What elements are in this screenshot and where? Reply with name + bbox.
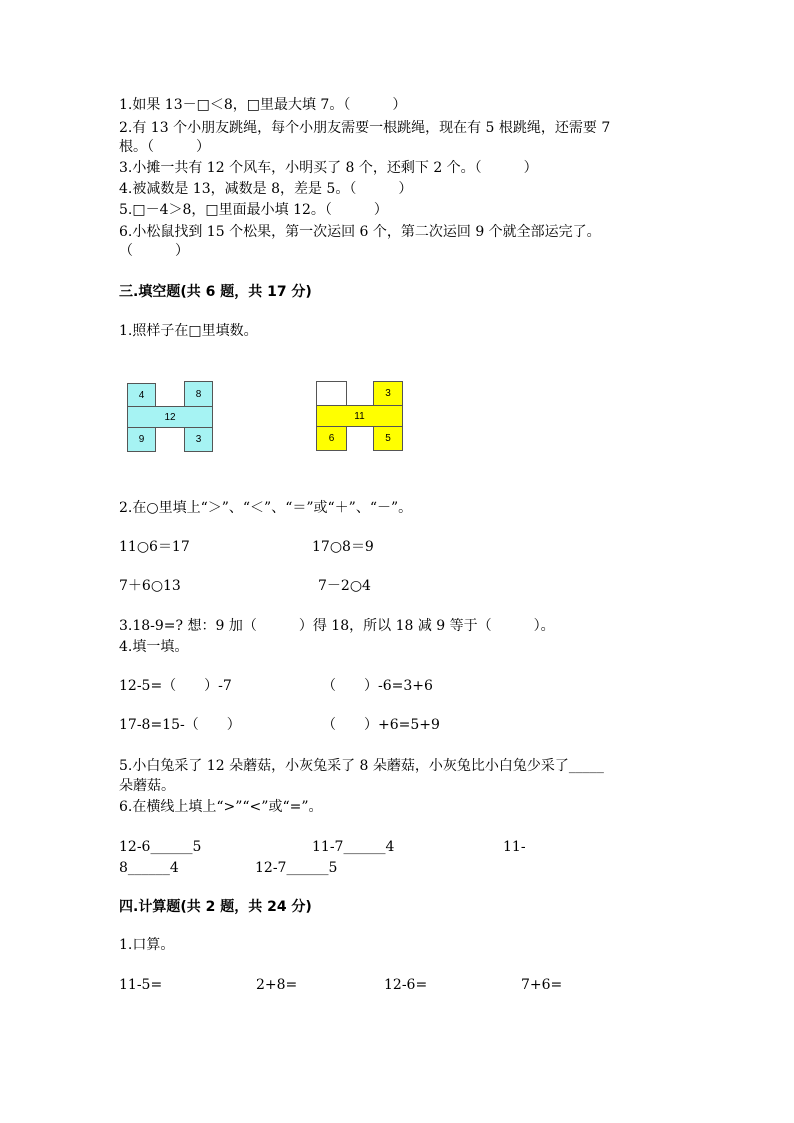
fill-q6: 6.在横线上填上“>”“<”或“=”。	[119, 799, 323, 815]
q6-item-4: 12-7______5	[255, 860, 338, 876]
box-bottom-left: 6	[316, 426, 347, 451]
fill-q5-cont: 朵蘑菇。	[119, 778, 175, 794]
judge-item-2-cont: 根。（ ）	[119, 139, 210, 155]
calc-q1: 1.口算。	[119, 937, 175, 953]
answer-box-top-left[interactable]	[316, 381, 347, 406]
q2-item-2: 17○8＝9	[312, 539, 374, 555]
q4-item-2: （ ）-6=3+6	[322, 678, 433, 694]
box-top-left: 4	[127, 383, 156, 407]
section-3-title: 三.填空题(共 6 题，共 17 分)	[119, 284, 312, 300]
calc-item-3: 12-6=	[384, 977, 428, 993]
box-top-right: 8	[184, 381, 213, 407]
fill-q3: 3.18-9=? 想：9 加（ ）得 18，所以 18 减 9 等于（ ）。	[119, 618, 555, 634]
fill-q4: 4.填一填。	[119, 639, 189, 655]
box-middle: 12	[127, 406, 213, 428]
box-middle: 11	[316, 405, 403, 427]
box-top-right: 3	[373, 381, 403, 406]
judge-item-2: 2.有 13 个小朋友跳绳，每个小朋友需要一根跳绳，现在有 5 根跳绳，还需要 7	[119, 120, 611, 136]
judge-item-5: 5.□－4＞8，□里面最小填 12。（ ）	[119, 202, 388, 218]
box-bottom-right: 5	[373, 426, 403, 451]
q6-item-3-start: 11-	[503, 839, 526, 855]
q4-item-3: 17-8=15-（ ）	[119, 717, 241, 733]
calc-item-4: 7+6=	[521, 977, 563, 993]
section-4-title: 四.计算题(共 2 题，共 24 分)	[119, 899, 312, 915]
q2-item-3: 7＋6○13	[119, 578, 181, 594]
q6-item-3-end: 8______4	[119, 860, 179, 876]
q2-item-1: 11○6＝17	[119, 539, 190, 555]
judge-item-1: 1.如果 13－□＜8，□里最大填 7。（ ）	[119, 97, 407, 113]
judge-item-4: 4.被减数是 13，减数是 8，差是 5。（ ）	[119, 181, 413, 197]
judge-item-6-cont: （ ）	[119, 243, 189, 259]
fill-q2: 2.在○里填上“＞”、“＜”、“＝”或“＋”、“－”。	[119, 500, 413, 516]
q4-item-4: （ ）+6=5+9	[322, 717, 440, 733]
fill-q1: 1.照样子在□里填数。	[119, 323, 258, 339]
calc-item-1: 11-5=	[119, 977, 163, 993]
box-bottom-right: 3	[184, 427, 213, 452]
calc-item-2: 2+8=	[256, 977, 298, 993]
judge-item-3: 3.小摊一共有 12 个风车，小明买了 8 个，还剩下 2 个。（ ）	[119, 160, 538, 176]
q2-item-4: 7－2○4	[318, 578, 371, 594]
judge-item-6: 6.小松鼠找到 15 个松果，第一次运回 6 个，第二次运回 9 个就全部运完了。	[119, 224, 601, 240]
box-bottom-left: 9	[127, 427, 156, 452]
q6-item-1: 12-6______5	[119, 839, 202, 855]
q4-item-1: 12-5=（ ）-7	[119, 678, 232, 694]
q6-item-2: 11-7______4	[312, 839, 395, 855]
fill-q5: 5.小白兔采了 12 朵蘑菇，小灰兔采了 8 朵蘑菇，小灰兔比小白兔少采了_____	[119, 758, 604, 774]
